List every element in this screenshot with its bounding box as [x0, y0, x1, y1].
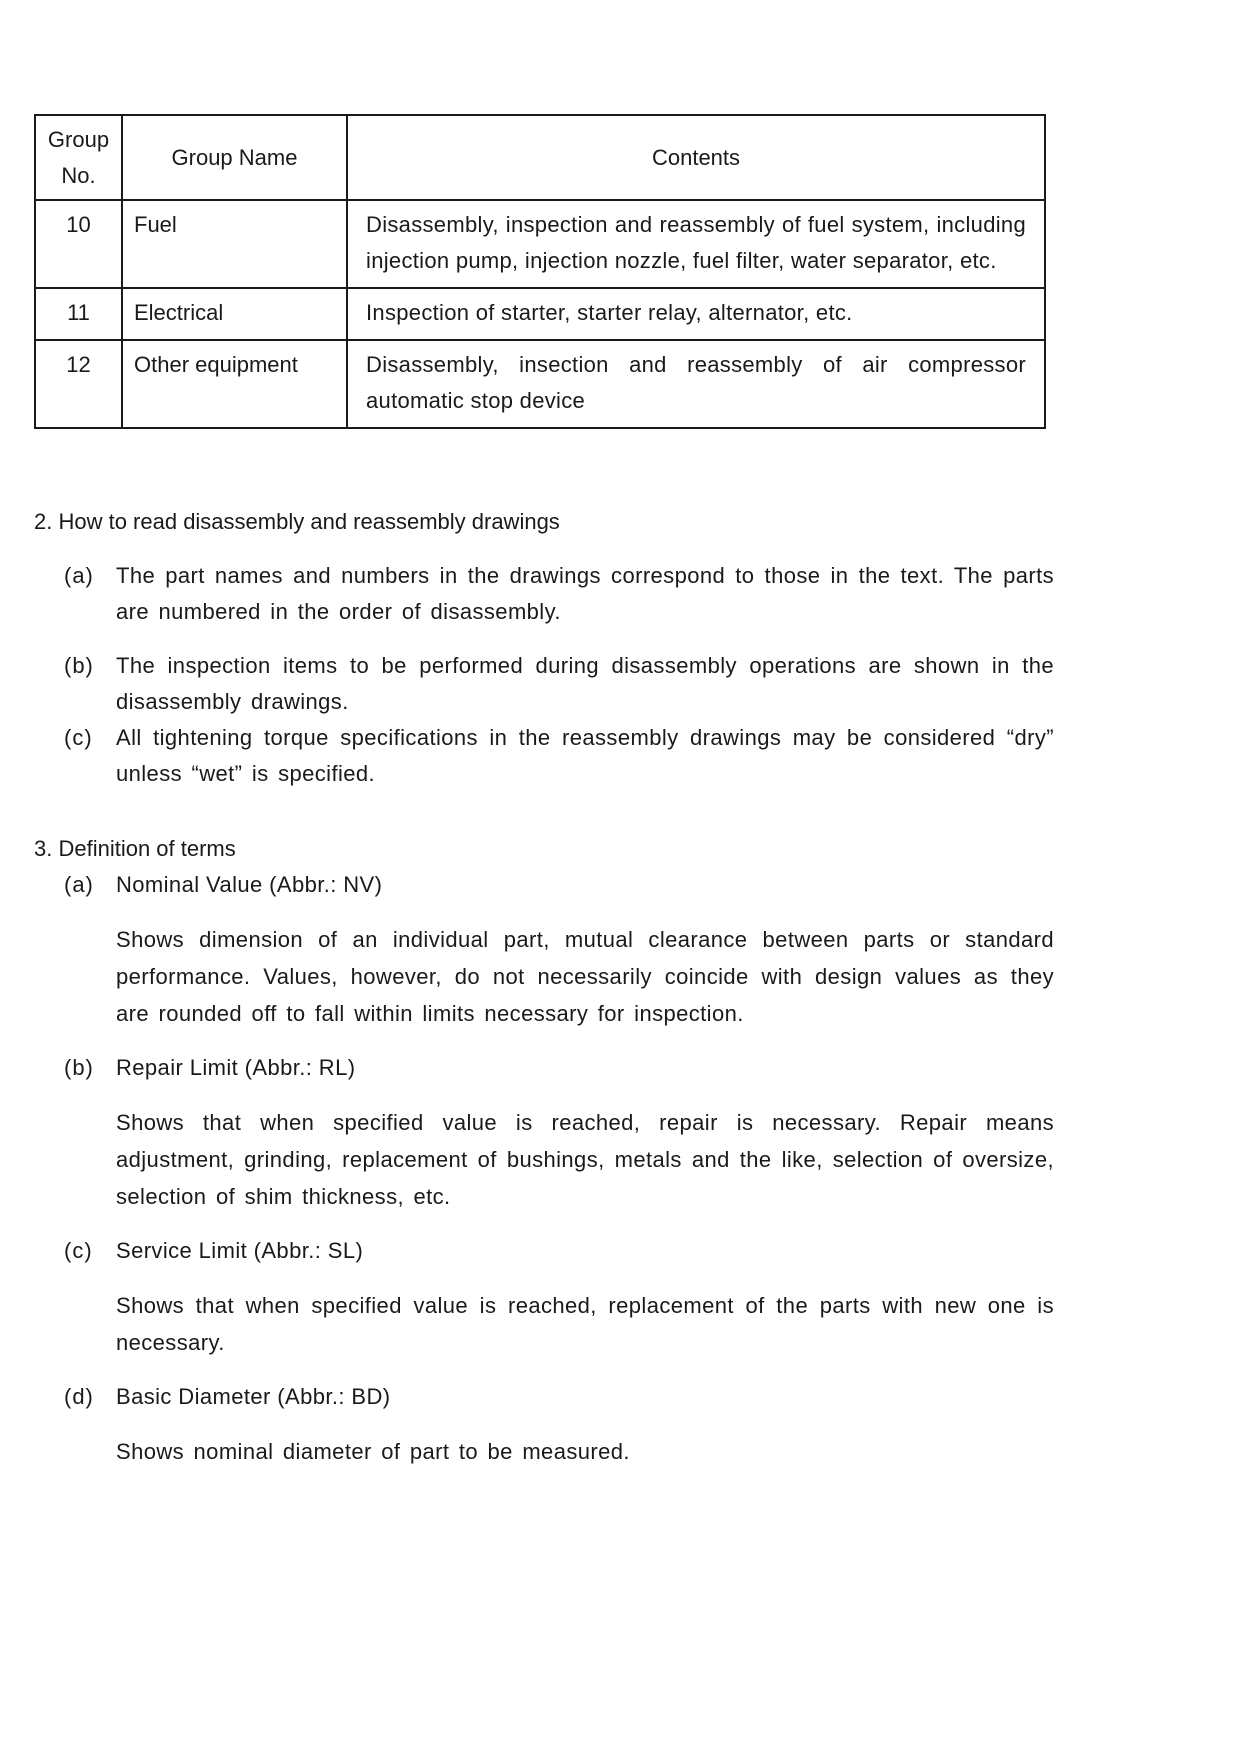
- term-title: Basic Diameter (Abbr.: BD): [116, 1384, 391, 1409]
- term-body: Shows that when specified value is reached, replacement of the parts with new one is necessary.: [116, 1293, 1054, 1355]
- term-title-row: [34, 1233, 1054, 1269]
- term-body: Shows that when specified value is reached, repair is necessary. Repair means adjustment, grinding, replacement of bushings, metals and the like, selection of oversize, selection of shim thickness, etc.: [116, 1110, 1054, 1209]
- table-row: [35, 200, 1045, 288]
- term-title-row: [34, 867, 1054, 903]
- item-text: The part names and numbers in the drawings correspond to those in the text. The parts are numbered in the order of disassembly.: [116, 563, 1054, 624]
- table-row: [35, 340, 1045, 428]
- list-item: [34, 648, 1054, 720]
- group-no-cell: 12: [35, 340, 122, 428]
- term-label: (c): [64, 1238, 93, 1263]
- group-name-cell: Other equipment: [122, 340, 347, 428]
- group-no-cell: 11: [35, 288, 122, 340]
- header-group-no-line1: Group: [47, 126, 110, 152]
- group-no-cell: 10: [35, 200, 122, 288]
- header-contents: Contents: [347, 115, 1045, 200]
- item-label: (a): [64, 563, 94, 588]
- term-title-row: [34, 1050, 1054, 1086]
- table-header-row: [35, 115, 1045, 200]
- term-title: Repair Limit (Abbr.: RL): [116, 1055, 356, 1080]
- list-item: [34, 558, 1054, 630]
- group-table: [34, 114, 1046, 429]
- header-group-no: [35, 115, 122, 200]
- item-label: (b): [64, 653, 94, 678]
- term-body: Shows nominal diameter of part to be measured.: [116, 1439, 630, 1464]
- group-name-cell: Electrical: [122, 288, 347, 340]
- term-label: (b): [64, 1055, 94, 1080]
- item-text: All tightening torque specifications in the reassembly drawings may be considered “dry” unless “wet” is specified.: [116, 725, 1054, 786]
- contents-cell: Disassembly, inspection and reassembly of fuel system, including injection pump, injection nozzle, fuel filter, water separator, etc.: [347, 200, 1045, 288]
- header-group-name: Group Name: [122, 115, 347, 200]
- term-body: Shows dimension of an individual part, mutual clearance between parts or standard performance. Values, however, do not necessarily coincide with design values as they are rounded off to fall within limits necessary for inspection.: [116, 927, 1054, 1026]
- term-label: (d): [64, 1384, 94, 1409]
- group-name-cell: Fuel: [122, 200, 347, 288]
- contents-cell: Disassembly, insection and reassembly of air compressor automatic stop device: [347, 340, 1045, 428]
- section-drawings: [34, 504, 1054, 792]
- section-heading: 2. How to read disassembly and reassembly drawings: [34, 509, 560, 534]
- item-text: The inspection items to be performed during disassembly operations are shown in the disassembly drawings.: [116, 653, 1054, 714]
- contents-cell: Inspection of starter, starter relay, alternator, etc.: [347, 288, 1045, 340]
- term-title: Service Limit (Abbr.: SL): [116, 1238, 364, 1263]
- term-title: Nominal Value (Abbr.: NV): [116, 872, 383, 897]
- section-definitions: [34, 831, 1054, 1470]
- term-label: (a): [64, 872, 94, 897]
- list-item: [34, 720, 1054, 792]
- section-heading: 3. Definition of terms: [34, 836, 236, 861]
- term-title-row: [34, 1379, 1054, 1415]
- table-row: [35, 288, 1045, 340]
- item-label: (c): [64, 725, 93, 750]
- header-group-no-line2: No.: [61, 162, 96, 188]
